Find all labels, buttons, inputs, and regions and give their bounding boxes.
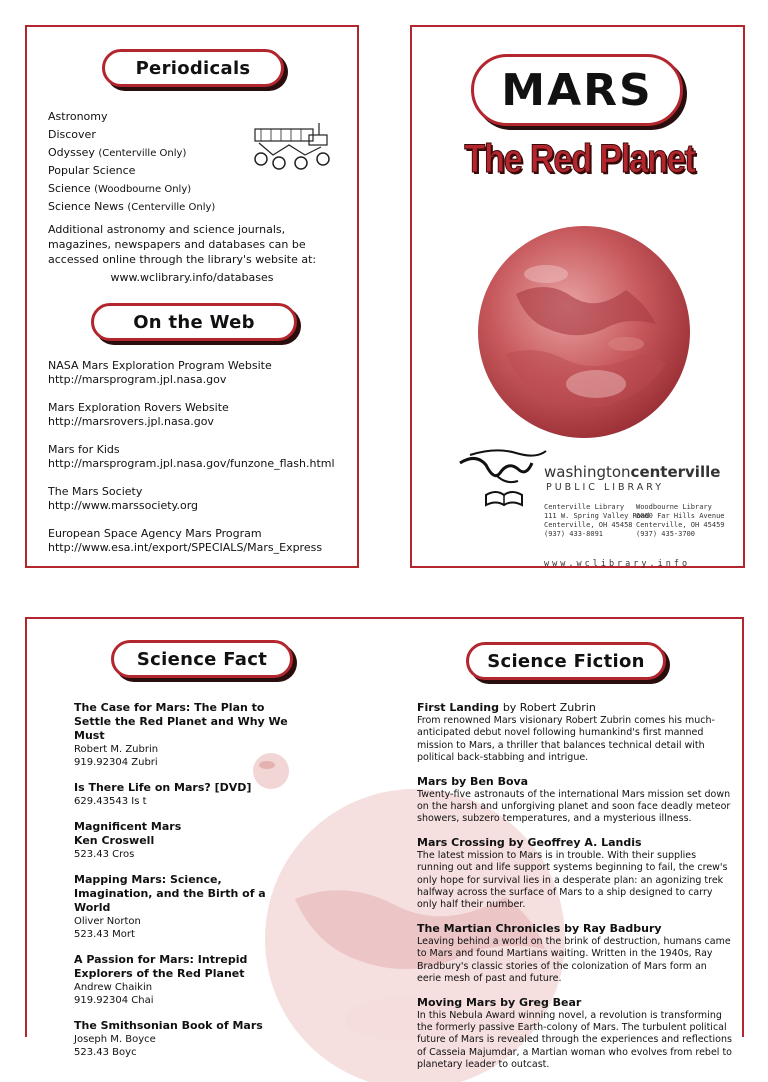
periodicals-additional-text: Additional astronomy and science journals, magazines, newspapers and databases can be accessed online through the library's website at: xyxy=(48,223,317,266)
library-name: washingtoncenterville xyxy=(544,463,721,481)
web-heading: On the Web xyxy=(91,303,297,341)
cover-title: MARS xyxy=(471,54,683,126)
branch-woodbourne: Woodbourne Library 6060 Far Hills Avenue Centerville, OH 45459 (937) 435-3700 xyxy=(636,503,725,538)
branch-centerville: Centerville Library 111 W. Spring Valley Road Centerville, OH 45458 (937) 433-8091 xyxy=(544,503,650,538)
science-fiction-item: First Landing by Robert Zubrin From renowned Mars visionary Robert Zubrin comes his much-anticipated debut novel following humankind's first manned mission to Mars, a thriller that balances technical detail with political back-stabbing and intrigue. xyxy=(417,701,715,764)
web-links-list xyxy=(48,359,348,569)
rover-icon xyxy=(249,121,337,177)
periodical-item: Science News (Centerville Only) xyxy=(48,200,216,213)
books-panel xyxy=(25,617,744,1071)
science-fiction-item: The Martian Chronicles by Ray Badbury Leaving behind a world on the brink of destruction, humans came to Mars and found Martians waiting. Written in the 1940s, Ray Bradbury's classic stories of the colonization of Mars form an eerie mesh of past and future. xyxy=(417,921,731,985)
periodicals-panel xyxy=(25,25,359,568)
science-fiction-item: Moving Mars by Greg Bear In this Nebula Award winning novel, a revolution is transforming the formerly passive Earth-colony of Mars. The turbulent political future of Mars is revealed through the experiences and reflections of Casseia Majumdar, a Martian woman who evolves from rebel to planetary leader to outcast. xyxy=(417,995,732,1071)
library-sub: PUBLIC LIBRARY xyxy=(546,482,665,493)
periodical-item: Odyssey (Centerville Only) xyxy=(48,146,187,159)
cover-subtitle: The Red Planet xyxy=(464,137,695,181)
web-link-item[interactable]: NASA Mars Exploration Program Website http://marsprogram.jpl.nasa.gov xyxy=(48,359,272,386)
science-fiction-item: Mars by Ben Bova Twenty-five astronauts of the international Mars mission set down on the harsh and unforgiving planet and soon face deadly meteor showers, subzero temperatures, and a mysterious illness. xyxy=(417,774,731,825)
periodical-item: Astronomy xyxy=(48,110,108,123)
web-link-item[interactable]: Mars Exploration Rovers Website http://marsrovers.jpl.nasa.gov xyxy=(48,401,229,428)
periodical-item: Discover xyxy=(48,128,96,141)
web-link-item[interactable]: Mars for Kids http://marsprogram.jpl.nasa.gov/funzone_flash.html xyxy=(48,443,335,470)
science-fact-heading: Science Fact xyxy=(111,640,293,678)
mars-planet-image xyxy=(476,224,692,440)
science-fiction-heading: Science Fiction xyxy=(466,642,666,680)
periodicals-list xyxy=(48,108,215,216)
web-link-item[interactable]: The Mars Society http://www.marssociety.org xyxy=(48,485,199,512)
science-fiction-list xyxy=(417,701,732,1082)
science-fiction-item: Mars Crossing by Geoffrey A. Landis The latest mission to Mars is in trouble. With their supplies running out and life support systems beginning to fail, the crew's only hope for survival lies in a desperate plan: an agonizing trek halfway across the surface of Mars to a ship designed to carry only half their number. xyxy=(417,835,728,911)
periodical-item: Science (Woodbourne Only) xyxy=(48,182,192,195)
cover-panel xyxy=(410,25,745,568)
periodical-item: Popular Science xyxy=(48,164,136,177)
science-fact-item: Mapping Mars: Science, Imagination, and the Birth of a World Oliver Norton 523.43 Mort xyxy=(74,873,266,940)
periodicals-heading: Periodicals xyxy=(102,49,284,87)
science-fact-item: A Passion for Mars: Intrepid Explorers of the Red Planet Andrew Chaikin 919.92304 Chai xyxy=(74,953,248,1006)
science-fact-item: Magnificent Mars Ken Croswell 523.43 Cros xyxy=(74,820,182,860)
science-fact-item: Is There Life on Mars? [DVD] 629.43543 Is t xyxy=(74,781,252,807)
science-fact-item: The Case for Mars: The Plan to Settle the Red Planet and Why We Must Robert M. Zubrin 919.92304 Zubri xyxy=(74,701,288,768)
science-fact-item: The Smithsonian Book of Mars Joseph M. Boyce 523.43 Boyc xyxy=(74,1019,263,1058)
library-website[interactable]: www.wclibrary.info xyxy=(544,559,691,569)
web-link-item[interactable]: European Space Agency Mars Program http://www.esa.int/export/SPECIALS/Mars_Express xyxy=(48,527,323,554)
databases-url[interactable]: www.wclibrary.info/databases xyxy=(110,271,274,284)
science-fact-list xyxy=(74,701,314,1071)
library-logo-icon xyxy=(456,445,551,509)
